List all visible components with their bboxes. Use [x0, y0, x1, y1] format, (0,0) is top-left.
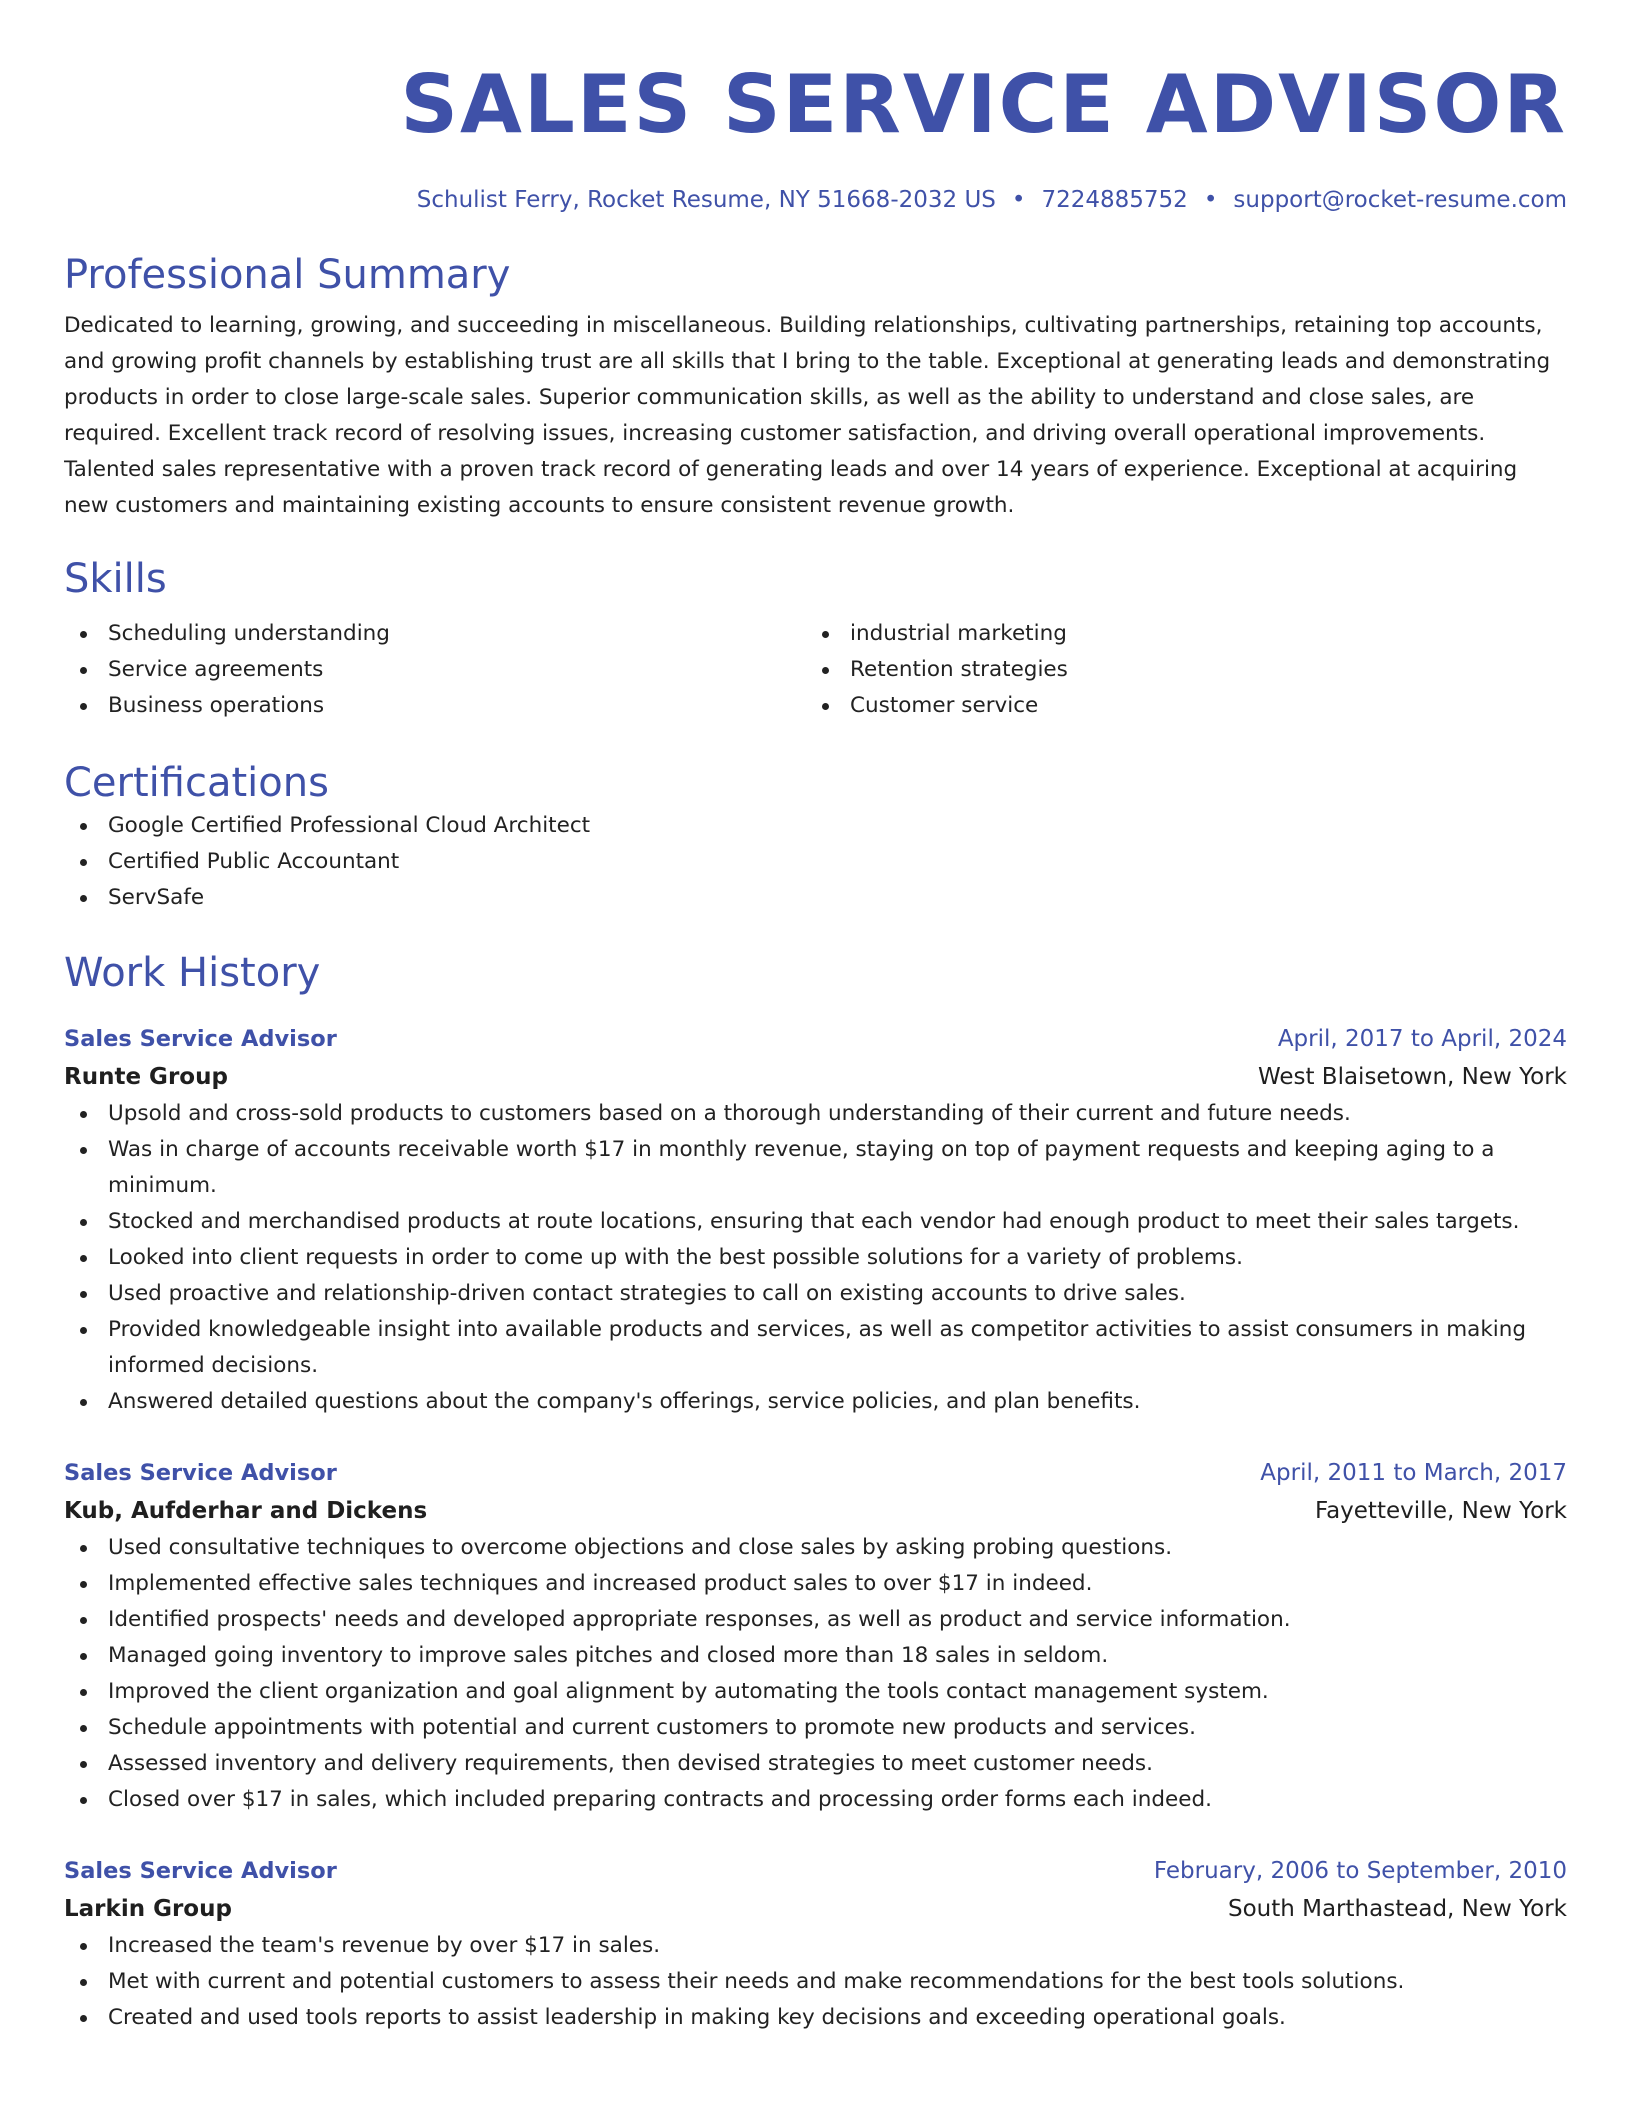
section-title-skills: Skills — [64, 556, 167, 602]
job-company-row — [64, 1058, 1567, 1096]
job-dates: April, 2011 to March, 2017 — [1260, 1460, 1567, 1486]
job-bullet: Closed over $17 in sales, which included preparing contracts and processing order forms each indeed. — [64, 1782, 1567, 1818]
work-history-section — [64, 948, 1567, 2036]
section-title-work-history: Work History — [64, 950, 321, 996]
contact-separator: • — [1011, 187, 1026, 213]
job-title-row — [64, 1454, 1567, 1492]
section-title-summary: Professional Summary — [64, 252, 511, 298]
job-bullet: Upsold and cross-sold products to customers based on a thorough understanding of their current and future needs. — [64, 1096, 1567, 1132]
job-bullet-list — [64, 1928, 1567, 2036]
job-location: South Marthastead, New York — [1227, 1896, 1567, 1922]
job-bullet: Managed going inventory to improve sales pitches and closed more than 18 sales in seldom. — [64, 1638, 1567, 1674]
skill-item: Scheduling understanding — [64, 616, 806, 652]
job-title-row — [64, 1020, 1567, 1058]
job-dates: February, 2006 to September, 2010 — [1153, 1858, 1567, 1884]
job-bullet: Answered detailed questions about the company's offerings, service policies, and plan benefits. — [64, 1384, 1567, 1420]
job-company: Larkin Group — [64, 1896, 232, 1922]
contact-email[interactable]: support@rocket-resume.com — [1233, 187, 1567, 213]
job-bullet: Identified prospects' needs and developed appropriate responses, as well as product and service information. — [64, 1602, 1567, 1638]
certification-item: Google Certified Professional Cloud Architect — [64, 808, 1567, 844]
skill-item: Service agreements — [64, 652, 806, 688]
job-title-row — [64, 1852, 1567, 1890]
job-company-row — [64, 1890, 1567, 1928]
job-bullet: Used proactive and relationship-driven contact strategies to call on existing accounts to drive sales. — [64, 1276, 1567, 1312]
contact-address: Schulist Ferry, Rocket Resume, NY 51668-2032 US — [416, 187, 996, 213]
skill-item: industrial marketing — [806, 616, 1548, 652]
contact-separator: • — [1203, 187, 1218, 213]
job-bullet: Assessed inventory and delivery requirements, then devised strategies to meet customer needs. — [64, 1746, 1567, 1782]
job-bullet: Created and used tools reports to assist leadership in making key decisions and exceeding operational goals. — [64, 2000, 1567, 2036]
job-bullet: Implemented effective sales techniques and increased product sales to over $17 in indeed. — [64, 1566, 1567, 1602]
certification-item: Certified Public Accountant — [64, 844, 1567, 880]
job-title: Sales Service Advisor — [64, 1460, 337, 1486]
professional-summary-section — [64, 250, 1567, 524]
job-bullet-list — [64, 1530, 1567, 1818]
skill-item: Customer service — [806, 688, 1548, 724]
job-title: Sales Service Advisor — [64, 1026, 337, 1052]
job-bullet: Improved the client organization and goal alignment by automating the tools contact management system. — [64, 1674, 1567, 1710]
job-title: Sales Service Advisor — [64, 1858, 337, 1884]
job-entry — [64, 1852, 1567, 2036]
skill-item: Business operations — [64, 688, 806, 724]
summary-text: Dedicated to learning, growing, and succeeding in miscellaneous. Building relationships, cultivating partnerships, retaining top accounts, and growing profit channels by establishing trust are all skills that I bring to the table. Exceptional at generating leads and demonstrating products in order to close large-scale sales. Superior communication skills, as well as the ability to understand and close sales, are required. Excellent track record of resolving issues, increasing customer satisfaction, and driving overall operational improvements. Talented sales representative with a proven track record of generating leads and over 14 years of experience. Exceptional at acquiring new customers and maintaining existing accounts to ensure consistent revenue growth. — [64, 313, 1551, 518]
section-title-certifications: Certifications — [64, 760, 329, 806]
resume-page — [64, 50, 1567, 2112]
job-bullet: Provided knowledgeable insight into available products and services, as well as competitor activities to assist consumers in making informed decisions. — [64, 1312, 1567, 1384]
job-bullet-list — [64, 1096, 1567, 1420]
contact-phone: 7224885752 — [1041, 187, 1188, 213]
job-location: West Blaisetown, New York — [1257, 1064, 1567, 1090]
skill-item: Retention strategies — [806, 652, 1548, 688]
job-company: Runte Group — [64, 1064, 228, 1090]
job-bullet: Stocked and merchandised products at route locations, ensuring that each vendor had enough product to meet their sales targets. — [64, 1204, 1567, 1240]
skills-column-left — [64, 616, 806, 724]
certifications-section — [64, 758, 1567, 916]
contact-line — [64, 184, 1567, 216]
job-bullet: Met with current and potential customers to assess their needs and make recommendations for the best tools solutions. — [64, 1964, 1567, 2000]
job-location: Fayetteville, New York — [1314, 1498, 1567, 1524]
resume-name-heading: SALES SERVICE ADVISOR — [400, 58, 1567, 151]
job-bullet: Was in charge of accounts receivable worth $17 in monthly revenue, staying on top of payment requests and keeping aging to a minimum. — [64, 1132, 1567, 1204]
skills-column-right — [806, 616, 1548, 724]
job-bullet: Looked into client requests in order to come up with the best possible solutions for a variety of problems. — [64, 1240, 1567, 1276]
job-entry — [64, 1020, 1567, 1420]
job-bullet: Schedule appointments with potential and current customers to promote new products and services. — [64, 1710, 1567, 1746]
job-dates: April, 2017 to April, 2024 — [1277, 1026, 1567, 1052]
certification-item: ServSafe — [64, 880, 1567, 916]
skills-grid — [64, 616, 1567, 724]
job-entry — [64, 1454, 1567, 1818]
skills-section — [64, 554, 1567, 724]
job-company-row — [64, 1492, 1567, 1530]
job-company: Kub, Aufderhar and Dickens — [64, 1498, 428, 1524]
job-bullet: Increased the team's revenue by over $17 in sales. — [64, 1928, 1567, 1964]
job-bullet: Used consultative techniques to overcome objections and close sales by asking probing questions. — [64, 1530, 1567, 1566]
certifications-list — [64, 808, 1567, 916]
